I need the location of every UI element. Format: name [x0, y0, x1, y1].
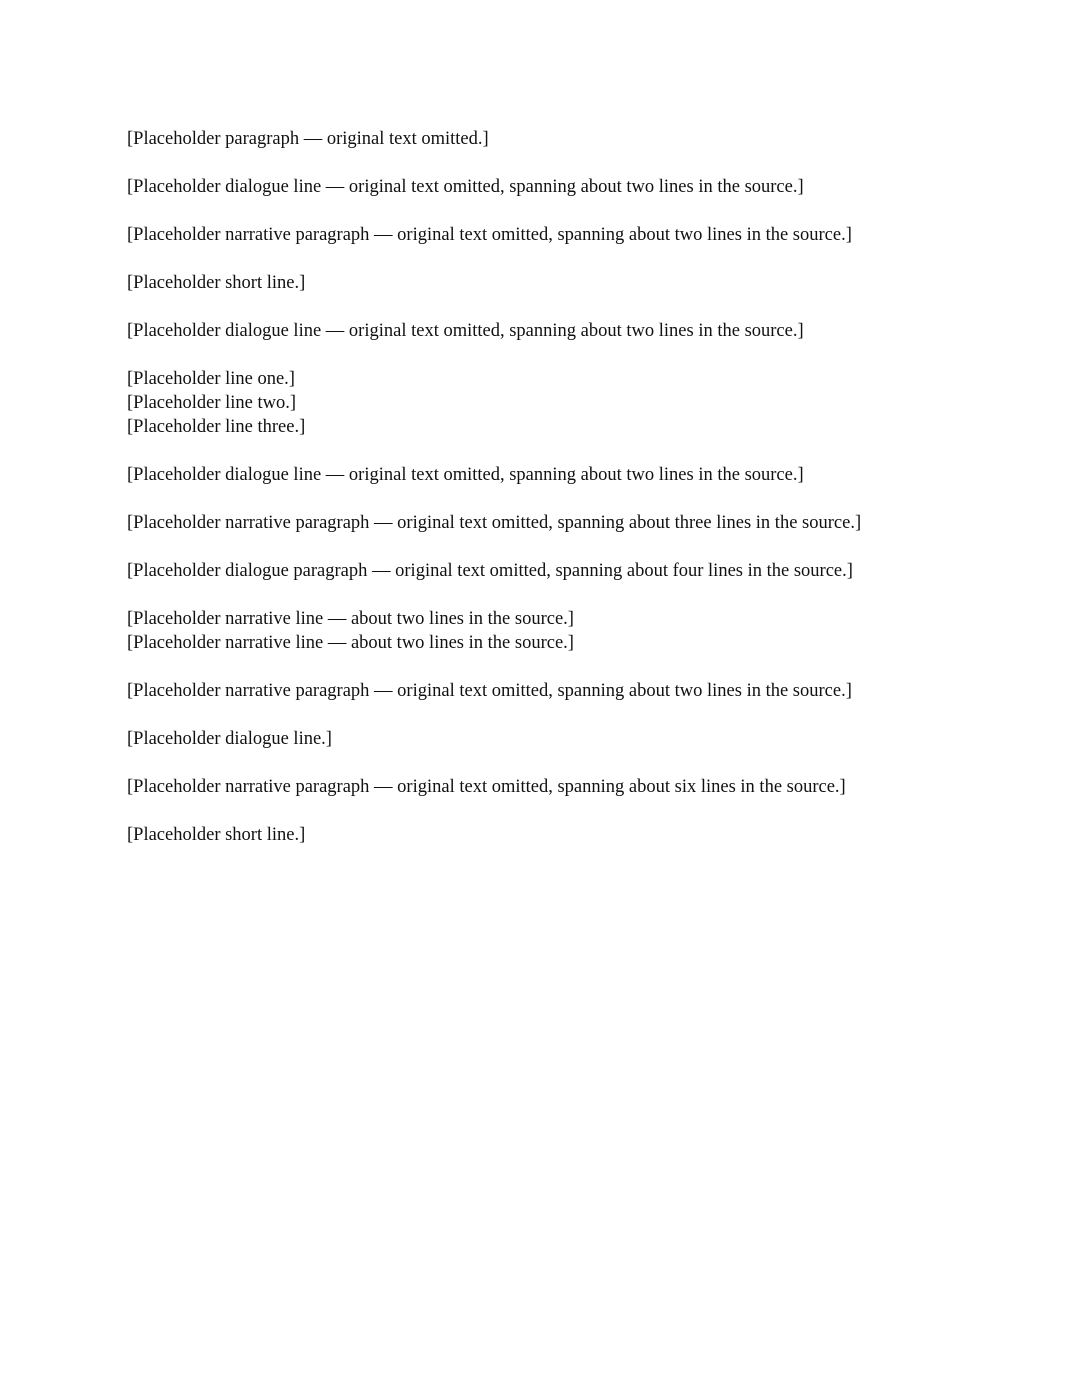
text-line: [Placeholder short line.] — [127, 825, 306, 845]
text-line: [Placeholder dialogue line — original text omitted, spanning about two lines in the source.] — [127, 465, 804, 485]
text-line: [Placeholder narrative line — about two lines in the source.] — [127, 633, 574, 653]
paragraph — [127, 271, 957, 295]
paragraph — [127, 223, 957, 247]
text-line: [Placeholder paragraph — original text omitted.] — [127, 129, 489, 149]
paragraph — [127, 175, 957, 199]
text-line: [Placeholder narrative paragraph — original text omitted, spanning about two lines in the source.] — [127, 681, 852, 701]
text-line: [Placeholder narrative paragraph — original text omitted, spanning about six lines in the source.] — [127, 777, 846, 797]
text-line: [Placeholder narrative paragraph — original text omitted, spanning about three lines in the source.] — [127, 513, 862, 533]
paragraph — [127, 511, 957, 535]
text-line: [Placeholder line one.] — [127, 369, 295, 389]
document-page — [127, 127, 957, 871]
text-line: [Placeholder dialogue paragraph — original text omitted, spanning about four lines in the source.] — [127, 561, 853, 581]
paragraph — [127, 559, 957, 583]
text-line: [Placeholder dialogue line — original text omitted, spanning about two lines in the source.] — [127, 321, 804, 341]
text-line: [Placeholder dialogue line.] — [127, 729, 332, 749]
text-line: [Placeholder dialogue line — original text omitted, spanning about two lines in the source.] — [127, 177, 804, 197]
paragraph — [127, 727, 957, 751]
text-line: [Placeholder line three.] — [127, 417, 306, 437]
paragraph — [127, 367, 957, 439]
text-line: [Placeholder short line.] — [127, 273, 306, 293]
paragraph — [127, 127, 957, 151]
paragraph — [127, 775, 957, 799]
text-line: [Placeholder narrative line — about two lines in the source.] — [127, 609, 574, 629]
paragraph — [127, 823, 957, 847]
paragraph — [127, 607, 957, 655]
paragraph — [127, 463, 957, 487]
paragraph — [127, 319, 957, 343]
text-line: [Placeholder line two.] — [127, 393, 297, 413]
text-line: [Placeholder narrative paragraph — original text omitted, spanning about two lines in the source.] — [127, 225, 852, 245]
paragraph — [127, 679, 957, 703]
